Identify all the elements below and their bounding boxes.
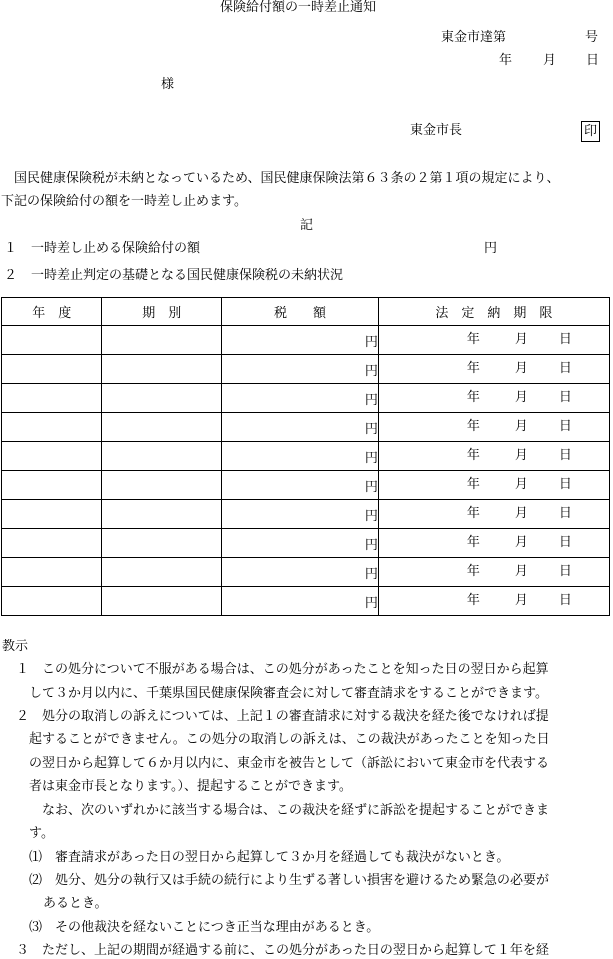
cell-tax-amount	[222, 355, 379, 384]
cell-due-date	[378, 558, 609, 587]
notice-p3-line2: す。	[29, 826, 54, 841]
cell-fiscal-year	[2, 413, 102, 442]
cell-tax-amount	[222, 326, 379, 355]
cell-due-date	[378, 471, 609, 500]
due-date-year: 年	[466, 477, 480, 492]
header-fiscal-year: 年 度	[2, 298, 102, 326]
table-row	[2, 471, 610, 500]
yen-unit: 円	[364, 595, 378, 611]
item2-number: ２	[4, 268, 18, 283]
seal-mark: 印	[581, 121, 600, 142]
doc-number-prefix: 東金市達第	[441, 30, 507, 45]
yen-unit: 円	[364, 363, 378, 379]
notice-p2-line4: 者は東金市長となります。）、提起することができます。	[29, 779, 352, 794]
table-row	[2, 587, 610, 616]
cell-term	[102, 558, 222, 587]
cell-due-date	[378, 529, 609, 558]
cell-fiscal-year	[2, 471, 102, 500]
header-term: 期 別	[102, 298, 222, 326]
cell-tax-amount	[222, 587, 379, 616]
due-date-year: 年	[466, 593, 480, 608]
cell-tax-amount	[222, 471, 379, 500]
due-date-month: 月	[514, 506, 528, 521]
date-day: 日	[586, 53, 600, 68]
notice-case2-line2: あるとき。	[43, 896, 108, 911]
table-row	[2, 355, 610, 384]
date-year: 年	[499, 53, 513, 68]
yen-unit: 円	[364, 537, 378, 553]
cell-term	[102, 326, 222, 355]
due-date-month: 月	[514, 564, 528, 579]
cell-due-date	[378, 355, 609, 384]
notice-p2-line2: 起することができません。この処分の取消しの訴えは、この裁決があったことを知った日	[29, 732, 550, 747]
cell-term	[102, 500, 222, 529]
cell-term	[102, 442, 222, 471]
notice-case2-line1: ⑵ 処分、処分の執行又は手続の続行により生ずる著しい損害を避けるため緊急の必要が	[29, 873, 550, 888]
yen-unit: 円	[364, 392, 378, 408]
due-date-year: 年	[466, 332, 480, 347]
cell-tax-amount	[222, 384, 379, 413]
yen-unit: 円	[364, 566, 378, 582]
due-date-month: 月	[514, 477, 528, 492]
cell-due-date	[378, 500, 609, 529]
table-header-row	[2, 298, 610, 326]
document-title: 保険給付額の一時差止通知	[220, 0, 377, 15]
due-date-year: 年	[466, 506, 480, 521]
due-date-month: 月	[514, 361, 528, 376]
cell-due-date	[378, 384, 609, 413]
cell-tax-amount	[222, 442, 379, 471]
cell-term	[102, 384, 222, 413]
cell-fiscal-year	[2, 500, 102, 529]
cell-tax-amount	[222, 413, 379, 442]
table-row	[2, 326, 610, 355]
due-date-day: 日	[558, 535, 572, 550]
yen-unit: 円	[364, 479, 378, 495]
cell-fiscal-year	[2, 587, 102, 616]
cell-fiscal-year	[2, 326, 102, 355]
notice-heading: 教示	[2, 639, 29, 654]
due-date-day: 日	[558, 564, 572, 579]
unpaid-tax-table	[1, 297, 610, 616]
yen-unit: 円	[364, 508, 378, 524]
table-row	[2, 558, 610, 587]
cell-fiscal-year	[2, 442, 102, 471]
notice-p1-line2: して３か月以内に、千葉県国民健康保険審査会に対して審査請求をすることができます。	[29, 686, 548, 701]
item1-number: １	[4, 241, 18, 256]
due-date-month: 月	[514, 390, 528, 405]
item2-label: 一時差止判定の基礎となる国民健康保険税の未納状況	[31, 268, 344, 283]
cell-fiscal-year	[2, 529, 102, 558]
due-date-year: 年	[466, 361, 480, 376]
due-date-month: 月	[514, 419, 528, 434]
cell-due-date	[378, 587, 609, 616]
table-row	[2, 500, 610, 529]
cell-due-date	[378, 326, 609, 355]
cell-tax-amount	[222, 558, 379, 587]
due-date-month: 月	[514, 332, 528, 347]
due-date-year: 年	[466, 419, 480, 434]
item1-unit: 円	[484, 241, 498, 256]
notice-p2-line1: ２ 処分の取消しの訴えについては、上記１の審査請求に対する裁決を経た後でなければ提	[16, 709, 549, 724]
intro-line-2: 下記の保険給付の額を一時差し止めます。	[1, 194, 247, 209]
due-date-day: 日	[558, 506, 572, 521]
item1-label: 一時差し止める保険給付の額	[31, 241, 201, 256]
notice-p2-line3: の翌日から起算して６か月以内に、東金市を被告として（訴訟において東金市を代表する	[29, 756, 550, 771]
doc-number-suffix: 号	[585, 30, 599, 45]
cell-term	[102, 413, 222, 442]
notice-p4-line1: ３ ただし、上記の期間が経過する前に、この処分があった日の翌日から起算して１年を経	[16, 943, 549, 958]
cell-tax-amount	[222, 500, 379, 529]
yen-unit: 円	[364, 450, 378, 466]
cell-term	[102, 355, 222, 384]
due-date-day: 日	[558, 477, 572, 492]
due-date-day: 日	[558, 390, 572, 405]
notice-case3: ⑶ その他裁決を経ないことにつき正当な理由があるとき。	[29, 920, 380, 935]
due-date-year: 年	[466, 564, 480, 579]
table-row	[2, 442, 610, 471]
table-row	[2, 384, 610, 413]
yen-unit: 円	[364, 334, 378, 350]
addressee-suffix: 様	[161, 77, 175, 92]
due-date-day: 日	[558, 593, 572, 608]
cell-tax-amount	[222, 529, 379, 558]
due-date-month: 月	[514, 535, 528, 550]
cell-fiscal-year	[2, 384, 102, 413]
due-date-year: 年	[466, 535, 480, 550]
ki-heading: 記	[300, 218, 314, 233]
cell-term	[102, 471, 222, 500]
yen-unit: 円	[364, 421, 378, 437]
cell-fiscal-year	[2, 355, 102, 384]
header-tax-amount: 税 額	[222, 298, 379, 326]
cell-fiscal-year	[2, 558, 102, 587]
due-date-year: 年	[466, 390, 480, 405]
header-due-date: 法 定 納 期 限	[378, 298, 609, 326]
due-date-year: 年	[466, 448, 480, 463]
intro-line-1: 国民健康保険税が未納となっているため、国民健康保険法第６３条の２第１項の規定により、	[14, 171, 560, 186]
issuer-name: 東金市長	[410, 123, 463, 138]
due-date-day: 日	[558, 361, 572, 376]
due-date-month: 月	[514, 448, 528, 463]
notice-p1-line1: １ この処分について不服がある場合は、この処分があったことを知った日の翌日から起算	[16, 662, 549, 677]
cell-due-date	[378, 413, 609, 442]
cell-term	[102, 587, 222, 616]
due-date-day: 日	[558, 448, 572, 463]
notice-case1: ⑴ 審査請求があった日の翌日から起算して３か月を経過しても裁決がないとき。	[29, 850, 510, 865]
date-month: 月	[543, 53, 557, 68]
table-row	[2, 413, 610, 442]
cell-due-date	[378, 442, 609, 471]
cell-term	[102, 529, 222, 558]
due-date-day: 日	[558, 332, 572, 347]
due-date-day: 日	[558, 419, 572, 434]
notice-p3-line1: なお、次のいずれかに該当する場合は、この裁決を経ずに訴訟を提起することができま	[42, 803, 550, 818]
due-date-month: 月	[514, 593, 528, 608]
table-row	[2, 529, 610, 558]
